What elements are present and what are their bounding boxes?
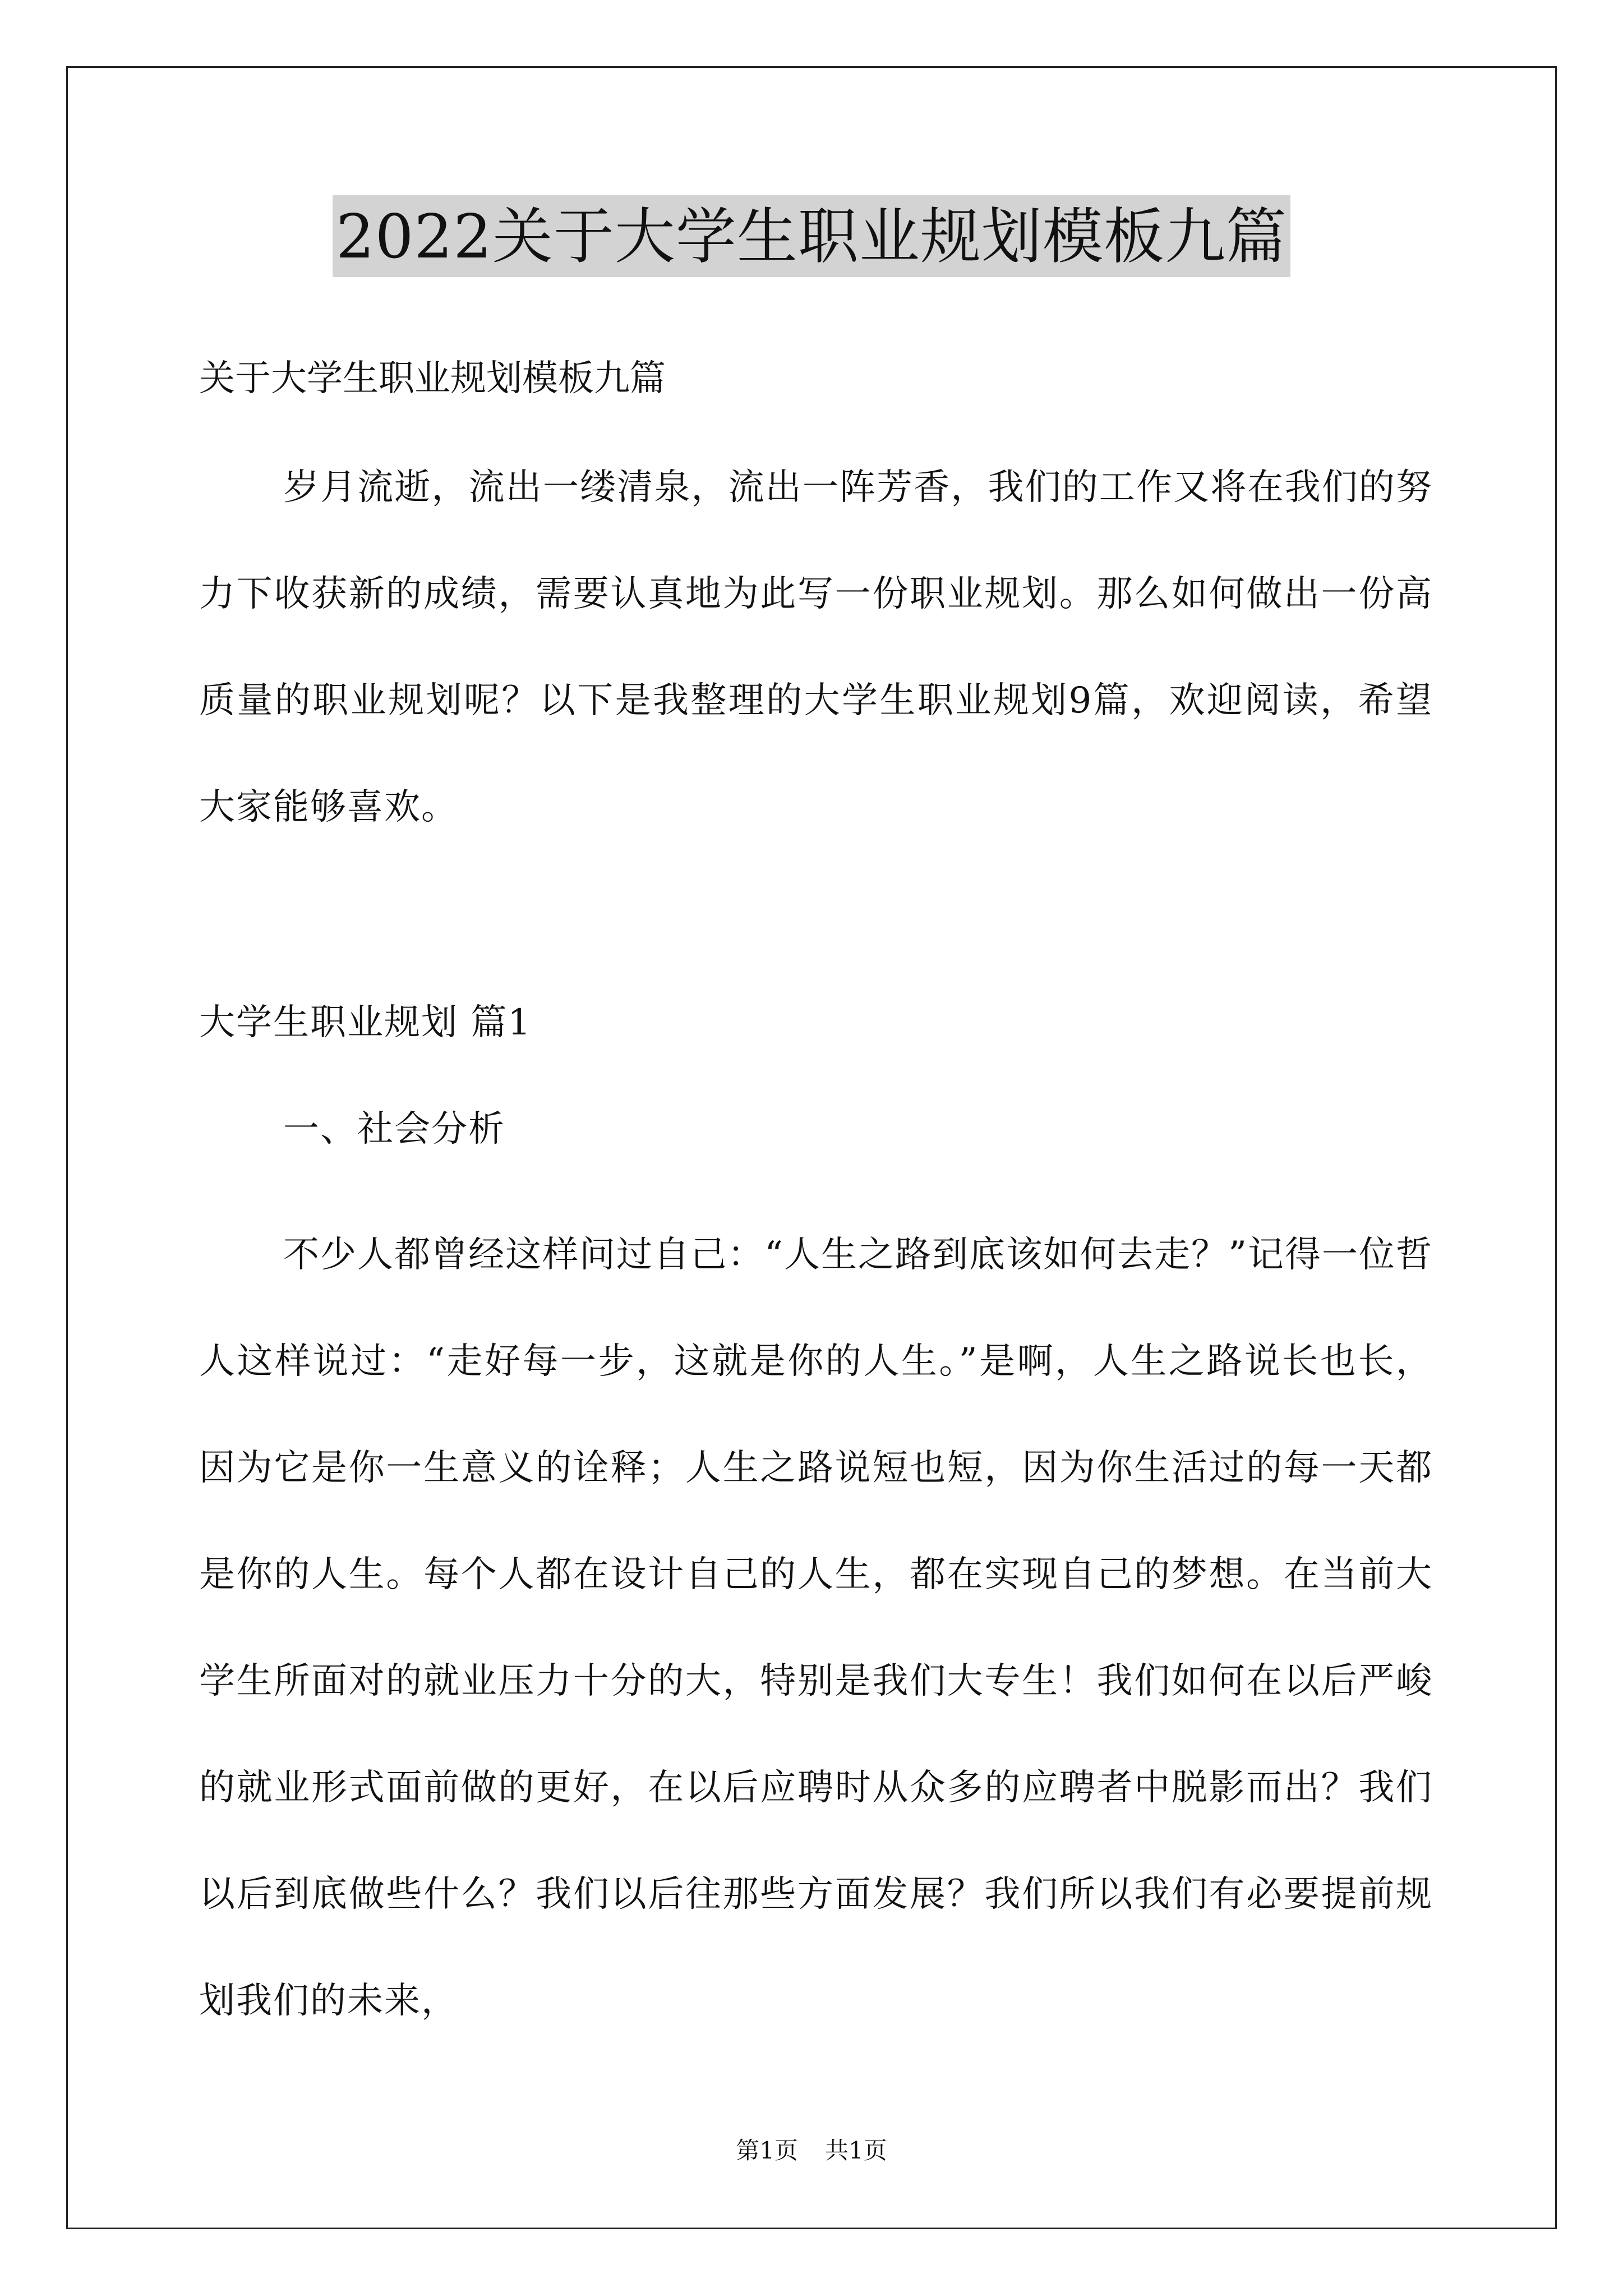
section-heading: 大学生职业规划 篇1 [199,1002,532,1043]
section-paragraph: 不少人都曾经这样问过自己：“人生之路到底该如何去走？”记得一位哲人这样说过：“走好每一步，这就是你的人生。”是啊，人生之路说长也长，因为它是你一生意义的诠释；人生之路说短也短，因为你生活过的每一天都是你的人生。每个人都在设计自己的人生，都在实现自己的梦想。在当前大学生所面对的就业压力十分的大，特别是我们大专生！我们如何在以后严峻的就业形式面前做的更好，在以后应聘时从众多的应聘者中脱影而出？我们以后到底做些什么？我们以后往那些方面发展？我们所以我们有必要提前规划我们的未来， [199,1234,1433,2022]
page-number: 第1页 [736,2137,798,2164]
page-total: 共1页 [825,2137,887,2164]
sub-heading: 一、社会分析 [283,1108,505,1150]
document-subtitle: 关于大学生职业规划模板九篇 [199,358,666,399]
page-footer [0,2135,1623,2166]
intro-paragraph: 岁月流逝，流出一缕清泉，流出一阵芳香，我们的工作又将在我们的努力下收获新的成绩，需要认真地为此写一份职业规划。那么如何做出一份高质量的职业规划呢？以下是我整理的大学生职业规划9篇，欢迎阅读，希望大家能够喜欢。 [199,467,1433,828]
document-title: 2022关于大学生职业规划模板九篇 [333,195,1290,277]
title-container [0,195,1623,277]
